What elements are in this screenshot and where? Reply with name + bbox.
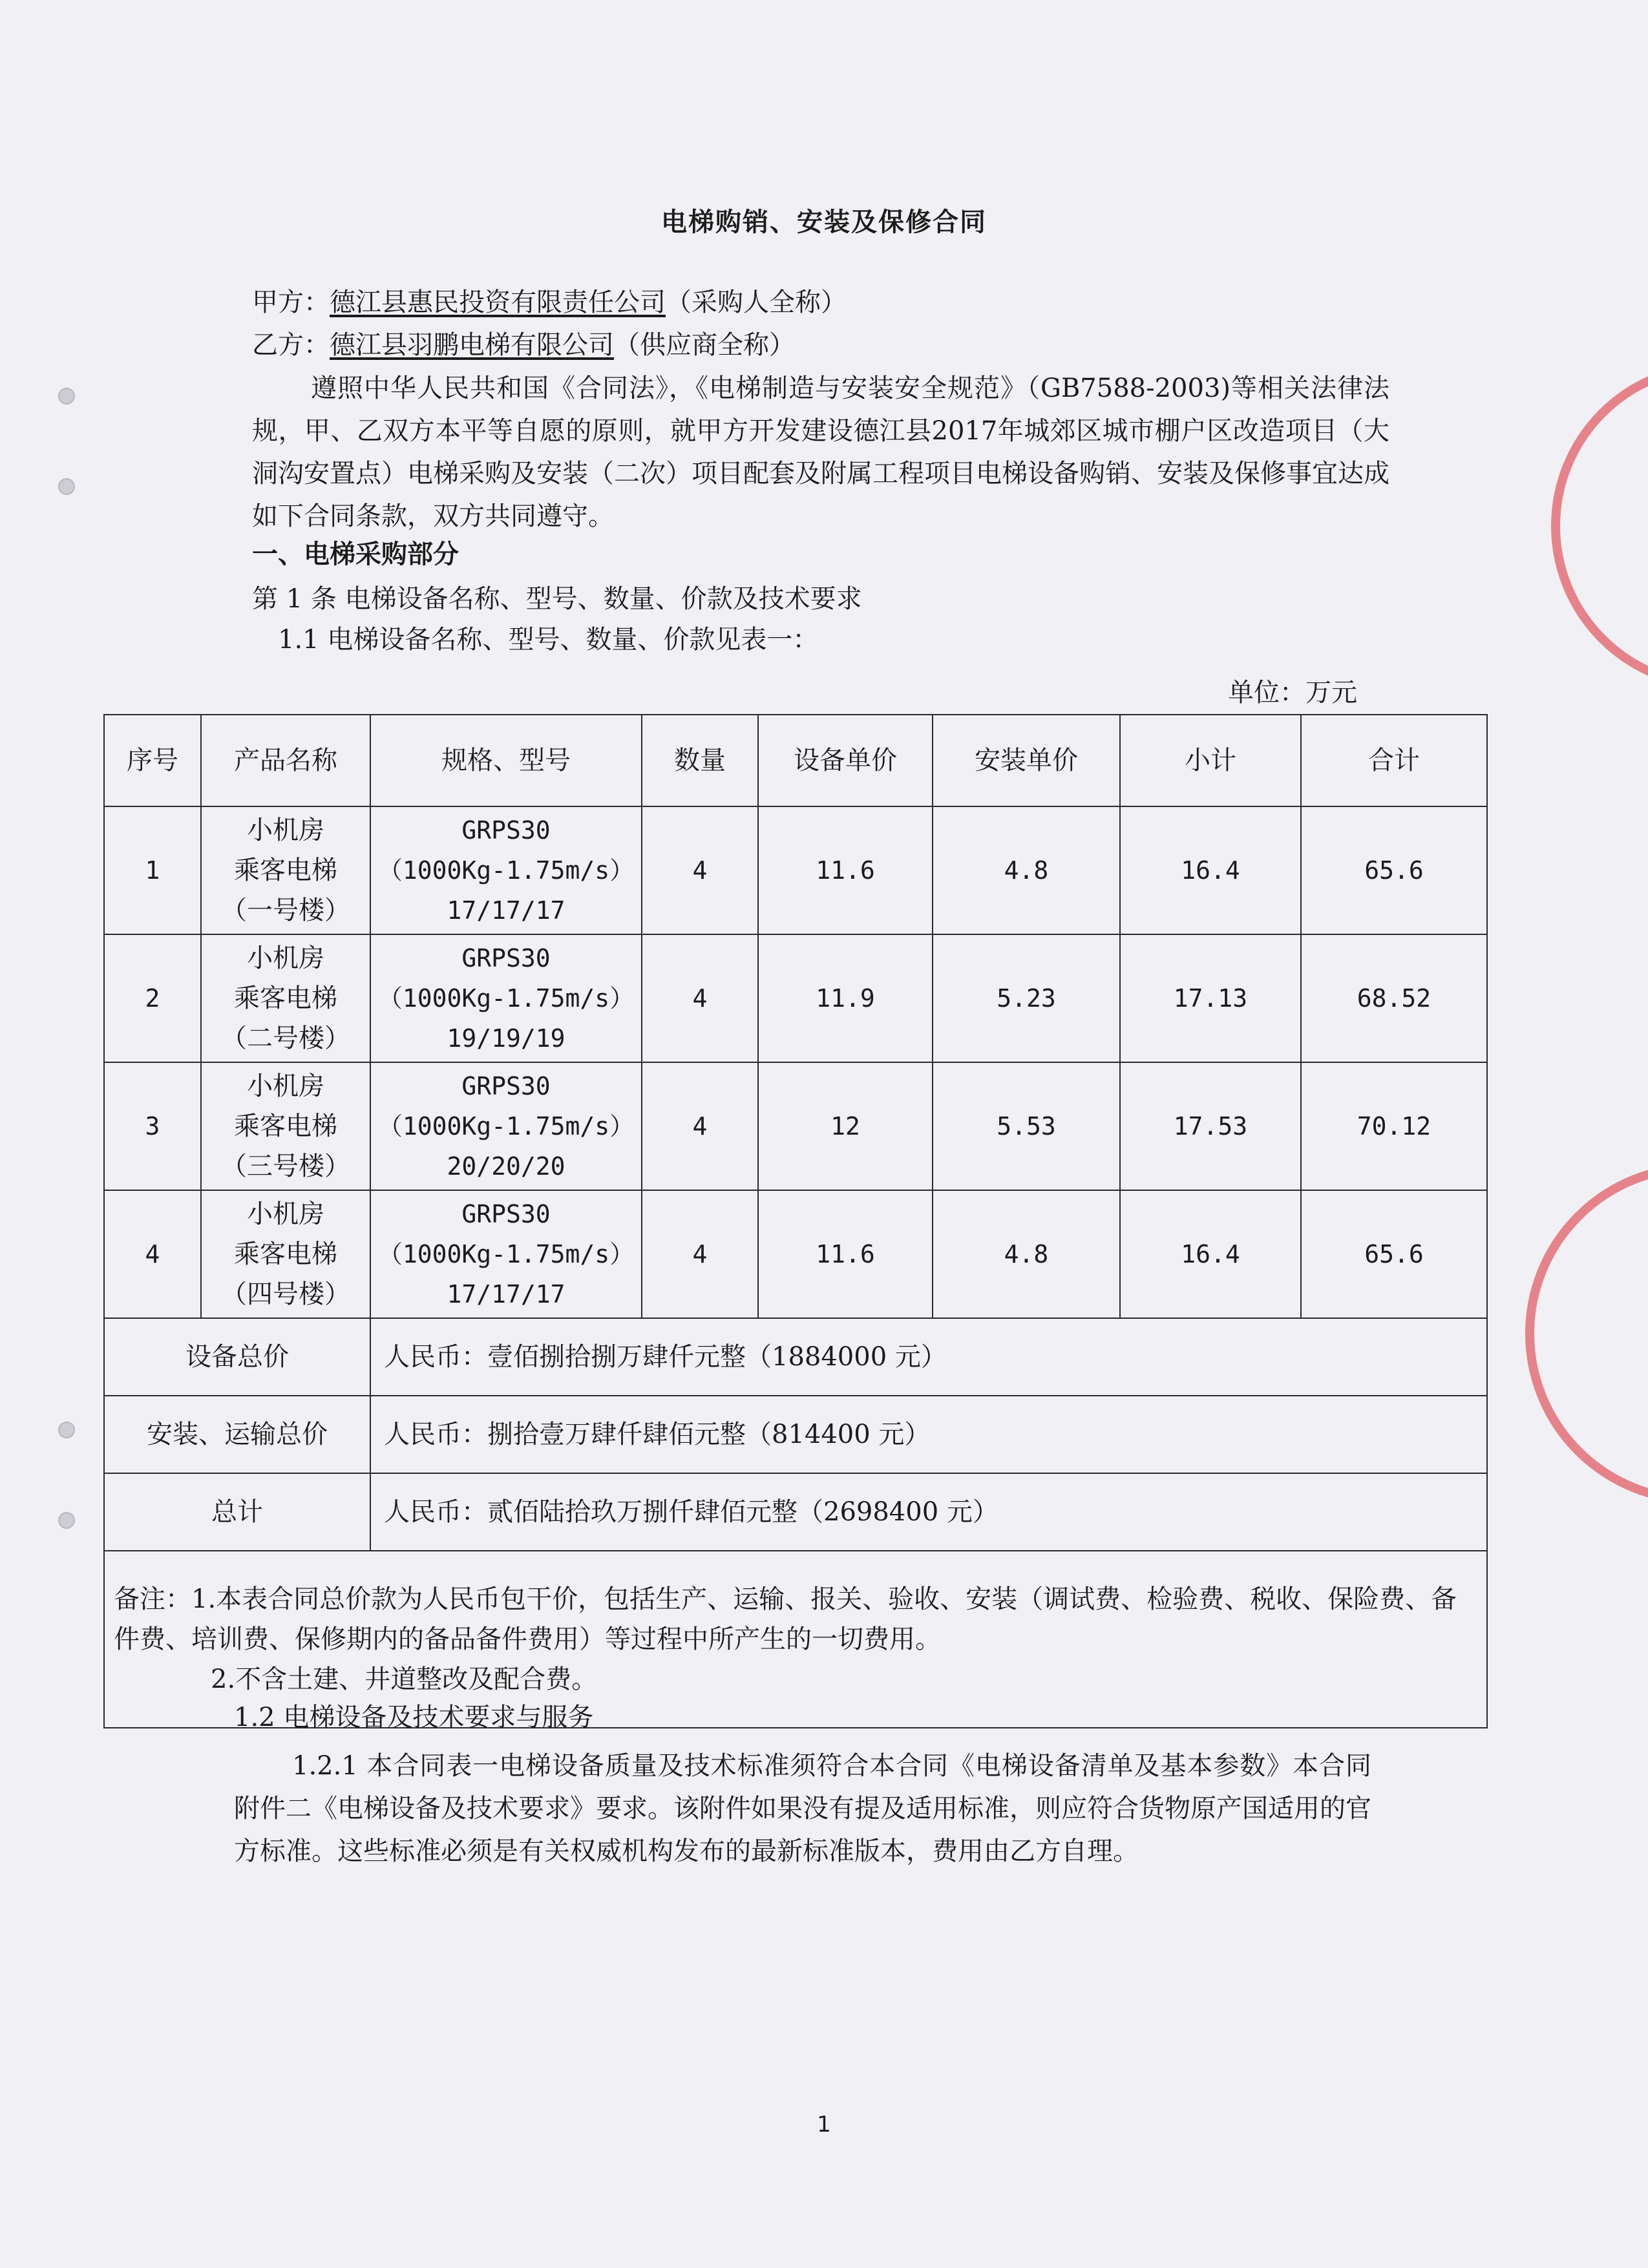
row-number: 2 <box>104 934 201 1062</box>
product-name: 小机房 乘客电梯 （四号楼） <box>201 1190 370 1318</box>
quantity: 4 <box>642 1190 758 1318</box>
header-cell: 数量 <box>642 715 758 806</box>
equipment-unit-price: 12 <box>758 1062 933 1190</box>
spec-model: GRPS30 （1000Kg-1.75m/s） 19/19/19 <box>370 934 642 1062</box>
summary-value: 人民币：捌拾壹万肆仟肆佰元整（814400 元） <box>370 1396 1487 1473</box>
summary-label: 安装、运输总价 <box>104 1396 370 1473</box>
header-cell: 产品名称 <box>201 715 370 806</box>
subtotal: 17.53 <box>1120 1062 1301 1190</box>
table-row <box>104 806 1487 934</box>
clause-heading: 1.2 电梯设备及技术要求与服务 <box>234 1703 594 1732</box>
table-row <box>104 1190 1487 1318</box>
table-note: 备注：1.本表合同总价款为人民币包干价，包括生产、运输、报关、验收、安装（调试费、检验费、税收、保险费、备件费、培训费、保修期内的备品备件费用）等过程中所产生的一切费用。 2.不含土建、井道整改及配合费。 <box>104 1551 1487 1728</box>
quantity: 4 <box>642 934 758 1062</box>
party-a: 甲方：德江县惠民投资有限责任公司（采购人全称） <box>252 288 847 317</box>
equipment-unit-price: 11.6 <box>758 1190 933 1318</box>
install-unit-price: 4.8 <box>933 806 1120 934</box>
equipment-unit-price: 11.9 <box>758 934 933 1062</box>
section-heading: 一、电梯采购部分 <box>252 539 459 569</box>
elevator-price-table <box>103 714 1488 1728</box>
subtotal: 17.13 <box>1120 934 1301 1062</box>
spec-model: GRPS30 （1000Kg-1.75m/s） 17/17/17 <box>370 806 642 934</box>
product-name: 小机房 乘客电梯 （一号楼） <box>201 806 370 934</box>
unit-label: 单位：万元 <box>1228 678 1357 708</box>
equipment-unit-price: 11.6 <box>758 806 933 934</box>
product-name: 小机房 乘客电梯 （二号楼） <box>201 934 370 1062</box>
page-number: 1 <box>817 2112 831 2137</box>
document-title: 电梯购销、安装及保修合同 <box>661 207 987 237</box>
table-row <box>104 934 1487 1062</box>
binder-hole <box>58 388 75 404</box>
row-total: 65.6 <box>1301 806 1487 934</box>
company-seal <box>1551 362 1648 690</box>
table-row <box>104 1062 1487 1190</box>
header-cell: 小计 <box>1120 715 1301 806</box>
summary-label: 总计 <box>104 1473 370 1551</box>
binder-hole <box>58 1422 75 1438</box>
party-b: 乙方：德江县羽鹏电梯有限公司（供应商全称） <box>252 330 795 360</box>
preamble: 遵照中华人民共和国《合同法》，《电梯制造与安装安全规范》（GB7588-2003)等相关法律法规，甲、乙双方本平等自愿的原则，就甲方开发建设德江县2017年城郊区城市棚户区改造项目（大洞沟安置点）电梯采购及安装（二次）项目配套及附属工程项目电梯设备购销、安装及保修事宜达成如下合同条款，双方共同遵守。 <box>252 373 1389 531</box>
quantity: 4 <box>642 1062 758 1190</box>
summary-label: 设备总价 <box>104 1318 370 1396</box>
product-name: 小机房 乘客电梯 （三号楼） <box>201 1062 370 1190</box>
install-unit-price: 4.8 <box>933 1190 1120 1318</box>
binder-hole <box>58 1512 75 1529</box>
row-number: 4 <box>104 1190 201 1318</box>
summary-row <box>104 1318 1487 1396</box>
row-total: 68.52 <box>1301 934 1487 1062</box>
binder-hole <box>58 478 75 495</box>
header-cell: 设备单价 <box>758 715 933 806</box>
summary-row <box>104 1473 1487 1551</box>
header-cell: 序号 <box>104 715 201 806</box>
summary-row <box>104 1396 1487 1473</box>
spec-model: GRPS30 （1000Kg-1.75m/s） 17/17/17 <box>370 1190 642 1318</box>
row-total: 70.12 <box>1301 1062 1487 1190</box>
clause-heading: 1.1 电梯设备名称、型号、数量、价款见表一： <box>278 625 819 655</box>
install-unit-price: 5.53 <box>933 1062 1120 1190</box>
subtotal: 16.4 <box>1120 806 1301 934</box>
quantity: 4 <box>642 806 758 934</box>
row-total: 65.6 <box>1301 1190 1487 1318</box>
table-header-row <box>104 715 1487 806</box>
row-number: 3 <box>104 1062 201 1190</box>
header-cell: 合计 <box>1301 715 1487 806</box>
clause-body: 1.2.1 本合同表一电梯设备质量及技术标准须符合本合同《电梯设备清单及基本参数》本合同附件二《电梯设备及技术要求》要求。该附件如果没有提及适用标准，则应符合货物原产国适用的官方标准。这些标准必须是有关权威机构发布的最新标准版本，费用由乙方自理。 <box>234 1751 1371 1866</box>
spec-model: GRPS30 （1000Kg-1.75m/s） 20/20/20 <box>370 1062 642 1190</box>
company-seal <box>1525 1163 1648 1504</box>
row-number: 1 <box>104 806 201 934</box>
article-heading: 第 1 条 电梯设备名称、型号、数量、价款及技术要求 <box>252 584 862 614</box>
summary-value: 人民币：壹佰捌拾捌万肆仟元整（1884000 元） <box>370 1318 1487 1396</box>
summary-value: 人民币：贰佰陆拾玖万捌仟肆佰元整（2698400 元） <box>370 1473 1487 1551</box>
header-cell: 安装单价 <box>933 715 1120 806</box>
subtotal: 16.4 <box>1120 1190 1301 1318</box>
header-cell: 规格、型号 <box>370 715 642 806</box>
install-unit-price: 5.23 <box>933 934 1120 1062</box>
